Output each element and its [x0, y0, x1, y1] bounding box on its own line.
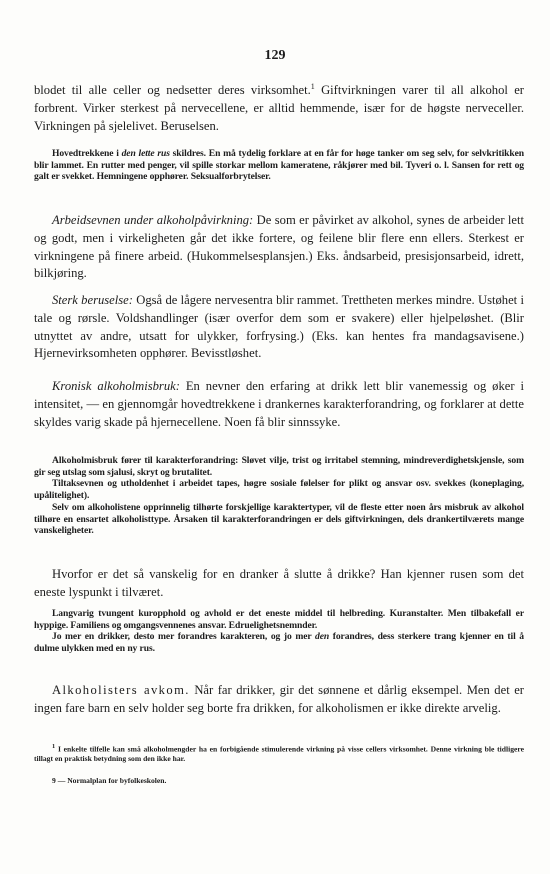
- note-treatment: [34, 608, 524, 655]
- text: blodet til alle celler og nedsetter deres virksomhet.: [34, 83, 311, 98]
- paragraph-strong-intoxication: [34, 292, 524, 363]
- text: skildres. En må tydelig forklare at en får for høge tanker om seg selv, for selvkritikken blir lammet. En rutter med penger, vil spille storkar mellom kameratene, råkjører med bil. Tyveri o. l. Sansen for rett og galt er svekket. Hemningene opphører. Seksualforbrytelser.: [34, 148, 525, 183]
- emphasis: den: [315, 631, 330, 643]
- footnote-ref: 1: [310, 82, 315, 91]
- text: I enkelte tilfelle kan små alkoholmengder ha en forbigående stimulerende virkning på visse cellers virksomhet. Denne virkning ble tidligere tillagt en praktisk betydning som den ikke har.: [34, 744, 524, 764]
- note-line: Langvarig tvungent kuropphold og avhold er det eneste middel til helbreding. Kuranstalter. Men tilbakefall er hyppige. Familiens og omgangsvennenes ansvar. Edruelighetsnemnder.: [34, 608, 524, 631]
- paragraph-offspring: [34, 682, 524, 718]
- paragraph-chronic-abuse: [34, 378, 524, 431]
- text: De som er påvirket av alkohol, synes de arbeider lett og godt, men i virkeligheten går det ikke fortere, og feilene blir flere enn ellers. Sterkest er virkningene på finere arbeid. (Hukommelsesplansjen.) Eks. åndsarbeid, presisjonsarbeid, idrett, bilkjøring.: [34, 213, 525, 281]
- text: forandres, dess sterkere trang kjenner en til å dulme ulykken med en ny rus.: [34, 631, 524, 655]
- text: 9 — Normalplan for byfolkeskolen.: [52, 776, 167, 785]
- note-light-intoxication: [34, 148, 524, 183]
- footnote-marker: 1: [52, 743, 56, 750]
- text: Hvorfor er det så vanskelig for en dranker å slutte å drikke? Han kjenner rusen som det eneste lyspunkt i tilværet.: [34, 567, 524, 599]
- signature-line: [34, 776, 524, 786]
- text: Giftvirkningen varer til all alkohol er forbrent. Virker sterkest på nervecellene, er alltid hemmende, især for de høgste nerveceller. Virkningen på sjelelivet. Beruselsen.: [34, 83, 524, 133]
- paragraph-blood-effects: [34, 78, 524, 136]
- note-line: Selv om alkoholistene opprinnelig tilhørte forskjellige karaktertyper, vil de fleste etter noen års misbruk av alkohol tilhøre en ensartet alkoholisttype. Årsaken til karakterforandringen er dels giftvirkningen, dels drankertilværets mange vanskeligheter.: [34, 501, 524, 537]
- note-line: Alkoholmisbruk fører til karakterforandring: Sløvet vilje, trist og irritabel stemning, mindreverdighetskjensle, som gir seg utslag som sjalusi, skryt og brutalitet.: [34, 455, 524, 478]
- text: Også de lågere nervesentra blir rammet. Trettheten merkes mindre. Ustøhet i tale og rørsle. Voldshandlinger (især overfor dem som er svakere) eller hjelpeløshet. (Blir utnyttet av andre, utsatt for ulykker, forfrysing.) (Eks. kan hentes fra mandagsavisene.) Hjernevirksomheten opphører. Bevisstløshet.: [34, 293, 524, 361]
- page-number: 129: [264, 48, 286, 63]
- text: Hovedtrekkene i: [52, 148, 122, 159]
- note-line: Tiltaksevnen og utholdenhet i arbeidet tapes, høgre sosiale følelser for plikt og ansvar osv. svekkes (koneplaging, upålitelighet).: [34, 478, 524, 502]
- text: Jo mer en drikker, desto mer forandres karakteren, og jo mer: [52, 631, 315, 643]
- text: En nevner den erfaring at drikk lett blir vanemessig og øker i intensitet, — en gjennomgår hovedtrekkene i drankernes karakterforandring, og forklarer at dette skyldes varig skade på hjernecellene. Noen få blir sinnssyke.: [34, 379, 525, 429]
- paragraph-work-capacity: [34, 212, 524, 283]
- text: Når far drikker, gir det sønnene et dårlig eksempel. Men det er ingen fare barn en selv holder seg borte fra drikken, for alkoholismen er ikke direkte arvelig.: [34, 683, 524, 715]
- emphasis: den lette rus: [121, 148, 170, 159]
- paragraph-why-hard-to-quit: [34, 566, 524, 602]
- footnote: [34, 742, 524, 764]
- heading-inline: Kronisk alkoholmisbruk:: [52, 379, 180, 393]
- heading-inline: Alkoholisters avkom.: [52, 683, 190, 697]
- heading-inline: Sterk beruselse:: [52, 293, 133, 307]
- heading-inline: Arbeidsevnen under alkoholpåvirkning:: [52, 213, 254, 227]
- note-character-change: [34, 455, 524, 537]
